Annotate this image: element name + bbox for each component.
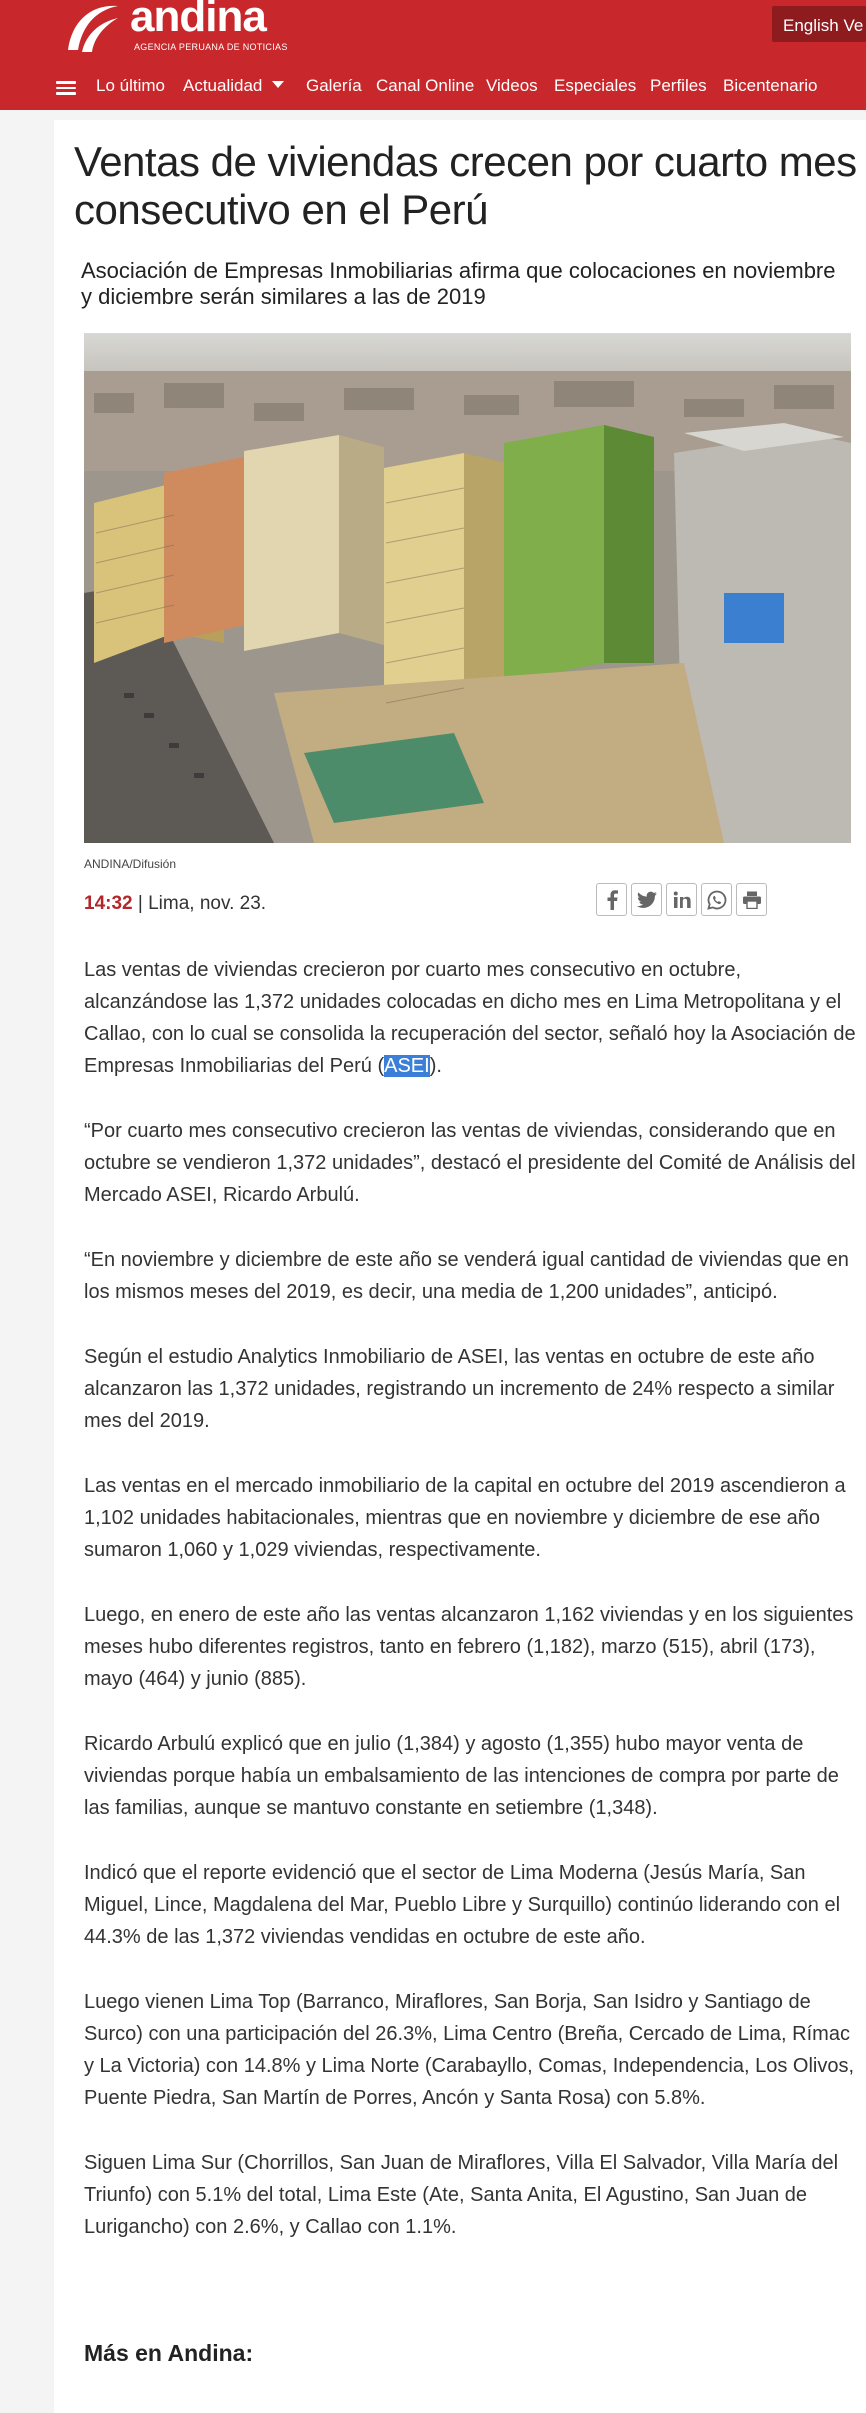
whatsapp-icon[interactable] bbox=[701, 883, 732, 916]
article-paragraph: “En noviembre y diciembre de este año se venderá igual cantidad de viviendas que en los mismos meses del 2019, es decir, una media de 1,200 unidades”, anticipó. bbox=[84, 1249, 849, 1303]
paragraph-text: Las ventas de viviendas crecieron por cuarto mes consecutivo en octubre, alcanzándose las 1,372 unidades colocadas en dicho mes en Lima Metropolitana y el Callao, con lo cual se consolida la recuperación del sector, señaló hoy la Asociación de Empresas Inmobiliarias del Perú ( bbox=[84, 959, 856, 1077]
menu-icon[interactable] bbox=[56, 81, 76, 95]
site-header bbox=[0, 0, 866, 110]
logo-text: andina bbox=[130, 0, 266, 41]
paragraph-text: ). bbox=[429, 1055, 442, 1077]
article-dateline bbox=[84, 893, 266, 915]
article-title: Ventas de viviendas crecen por cuarto mes consecutivo en el Perú bbox=[74, 138, 857, 233]
nav-canal-online[interactable]: Canal Online bbox=[376, 76, 475, 95]
article-paragraph: Luego vienen Lima Top (Barranco, Miraflores, San Borja, San Isidro y Santiago de Surco) con una participación del 26.3%, Lima Centro (Breña, Cercado de Lima, Rímac y La Victoria) con 14.8% y Lima Norte (Carabayllo, Comas, Independencia, Los Olivos, Puente Piedra, San Martín de Porres, Ancón y Santa Rosa) con 5.8%. bbox=[84, 1991, 855, 2109]
english-version-button[interactable]: English Ve bbox=[772, 6, 866, 42]
andina-logo-mark-icon bbox=[62, 0, 120, 56]
photo-credit: ANDINA/Difusión bbox=[84, 857, 177, 871]
article-body bbox=[84, 954, 864, 2276]
article-paragraph: Indicó que el reporte evidenció que el sector de Lima Moderna (Jesús María, San Miguel, Lince, Magdalena del Mar, Pueblo Libre y Surquillo) continúo liderando con el 44.3% de las 1,372 viviendas vendidas en octubre de este año. bbox=[84, 1862, 841, 1948]
nav-actualidad[interactable] bbox=[183, 76, 284, 96]
print-icon[interactable] bbox=[736, 883, 767, 916]
logo-subtitle: AGENCIA PERUANA DE NOTICIAS bbox=[134, 42, 288, 52]
article-photo bbox=[84, 333, 851, 843]
facebook-icon[interactable] bbox=[596, 883, 627, 916]
main-nav bbox=[0, 66, 866, 110]
article-paragraph: Según el estudio Analytics Inmobiliario de ASEI, las ventas en octubre de este año alcanzaron las 1,372 unidades, registrando un incremento de 24% respecto a similar mes del 2019. bbox=[84, 1346, 835, 1432]
selected-text[interactable]: ASEI bbox=[384, 1055, 430, 1077]
nav-galeria[interactable]: Galería bbox=[306, 76, 362, 95]
caret-down-icon bbox=[272, 81, 284, 88]
nav-actualidad-label: Actualidad bbox=[183, 76, 263, 95]
article-location-date: | Lima, nov. 23. bbox=[132, 893, 267, 914]
andina-logo[interactable] bbox=[62, 0, 288, 56]
article-paragraph: “Por cuarto mes consecutivo crecieron las ventas de viviendas, considerando que en octubre se vendieron 1,372 unidades”, destacó el presidente del Comité de Análisis del Mercado ASEI, Ricardo Arbulú. bbox=[84, 1120, 856, 1206]
nav-videos[interactable]: Videos bbox=[486, 76, 538, 95]
article-container bbox=[54, 120, 866, 2413]
nav-bicentenario[interactable]: Bicentenario bbox=[723, 76, 818, 95]
article-paragraph: Ricardo Arbulú explicó que en julio (1,384) y agosto (1,355) hubo mayor venta de viviendas porque había un embalsamiento de las intenciones de compra por parte de las familias, aunque se mantuvo constante en setiembre (1,348). bbox=[84, 1733, 839, 1819]
article-paragraph: Siguen Lima Sur (Chorrillos, San Juan de Miraflores, Villa El Salvador, Villa María del Triunfo) con 5.1% del total, Lima Este (Ate, Santa Anita, El Agustino, San Juan de Lurigancho) con 2.6%, y Callao con 1.1%. bbox=[84, 2152, 839, 2238]
share-buttons bbox=[596, 883, 767, 916]
article-paragraph: Las ventas en el mercado inmobiliario de la capital en octubre del 2019 ascendieron a 1,102 unidades habitacionales, mientras que en noviembre y diciembre de ese año sumaron 1,060 y 1,029 viviendas, respectivamente. bbox=[84, 1475, 846, 1561]
nav-perfiles[interactable]: Perfiles bbox=[650, 76, 707, 95]
article-subtitle: Asociación de Empresas Inmobiliarias afirma que colocaciones en noviembre y diciembre serán similares a las de 2019 bbox=[81, 258, 836, 309]
article-paragraph: Luego, en enero de este año las ventas alcanzaron 1,162 viviendas y en los siguientes meses hubo diferentes registros, tanto en febrero (1,182), marzo (515), abril (173), mayo (464) y junio (885). bbox=[84, 1604, 854, 1690]
nav-lo-ultimo[interactable]: Lo último bbox=[96, 76, 165, 95]
article-paragraph bbox=[84, 954, 864, 1082]
article-time: 14:32 bbox=[84, 893, 133, 914]
more-in-andina-heading: Más en Andina: bbox=[84, 2340, 254, 2366]
linkedin-icon[interactable] bbox=[666, 883, 697, 916]
twitter-icon[interactable] bbox=[631, 883, 662, 916]
nav-especiales[interactable]: Especiales bbox=[554, 76, 637, 95]
